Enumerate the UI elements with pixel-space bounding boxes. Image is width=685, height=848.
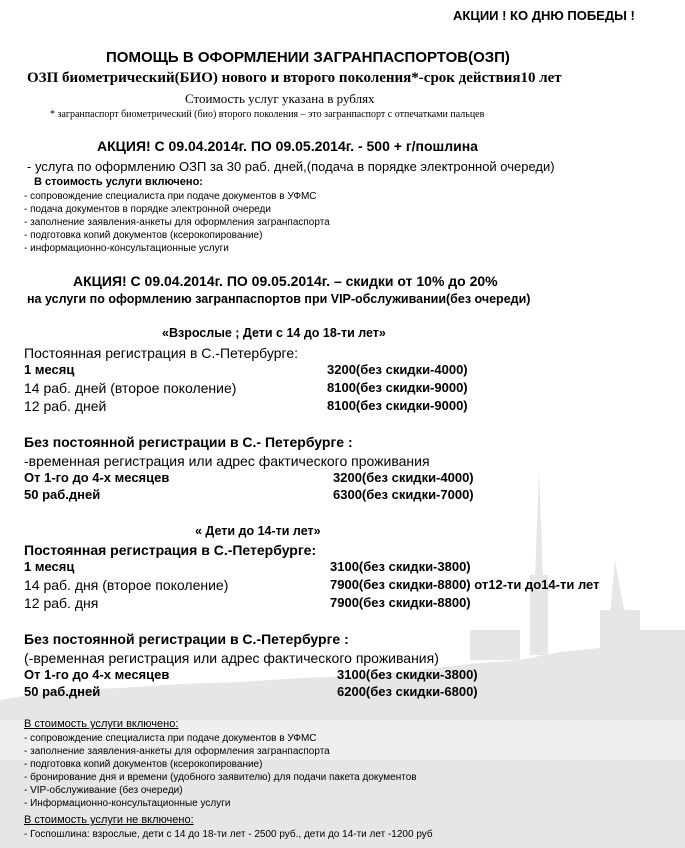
promo1-item: - подготовка копий документов (ксерокопирование) xyxy=(24,230,263,241)
price-row-label: 1 месяц xyxy=(24,559,75,574)
promo2-heading: АКЦИЯ! С 09.04.2014г. ПО 09.05.2014г. – скидки от 10% до 20% xyxy=(73,273,498,289)
price-row-label: 1 месяц xyxy=(24,362,75,377)
promo1-item: - заполнение заявления-анкеты для оформления загранпаспорта xyxy=(24,217,330,228)
price-row xyxy=(24,595,664,613)
footer-included-title: В стоимость услуги включено: xyxy=(24,718,179,730)
footer-included-item: - Информационно-консультационные услуги xyxy=(24,798,231,809)
price-row-label: 12 раб. дня xyxy=(24,595,99,611)
price-row-label: 50 раб.дней xyxy=(24,684,101,699)
price-row-value: 3200(без скидки-4000) xyxy=(327,362,468,377)
footer-excluded-item: - Госпошлина: взрослые, дети с 14 до 18-ти лет - 2500 руб., дети до 14-ти лет -1200 руб xyxy=(24,829,433,840)
adults-heading: «Взрослые ; Дети с 14 до 18-ти лет» xyxy=(162,326,386,340)
promo2-subheading: на услуги по оформлению загранпаспортов при VIP-обслуживании(без очереди) xyxy=(27,292,531,306)
footer-included-item: - подготовка копий документов (ксерокопирование) xyxy=(24,759,263,770)
footer-included-item: - сопровождение специалиста при подаче документов в УФМС xyxy=(24,733,317,744)
promo1-item: - сопровождение специалиста при подаче документов в УФМС xyxy=(24,191,317,202)
adults-reg-title: Постоянная регистрация в С.-Петербурге: xyxy=(24,345,298,361)
currency-note: Стоимость услуг указана в рублях xyxy=(185,91,375,106)
price-row-value: 8100(без скидки-9000) xyxy=(327,398,468,413)
price-row-value: 6300(без скидки-7000) xyxy=(333,487,474,502)
price-row xyxy=(24,559,664,577)
page-title: ПОМОЩЬ В ОФОРМЛЕНИИ ЗАГРАНПАСПОРТОВ(ОЗП) xyxy=(106,49,510,66)
price-row-label: От 1-го до 4-х месяцев xyxy=(24,667,170,682)
footer-included-item: - заполнение заявления-анкеты для оформления загранпаспорта xyxy=(24,746,330,757)
promo1-included-title: В стоимость услуги включено: xyxy=(34,176,203,188)
footer-excluded-title: В стоимость услуги не включено: xyxy=(24,814,194,826)
price-row-value: 7900(без скидки-8800) от12-ти до14-ти лет xyxy=(330,577,600,592)
adults-noreg-note: -временная регистрация или адрес фактического проживания xyxy=(24,453,430,469)
price-row-value: 6200(без скидки-6800) xyxy=(337,684,478,699)
promo-header: АКЦИИ ! КО ДНЮ ПОБЕДЫ ! xyxy=(453,8,635,23)
promo1-item: - подача документов в порядке электронной очереди xyxy=(24,204,271,215)
adults-noreg-title: Без постоянной регистрации в С.- Петербурге : xyxy=(24,434,353,450)
price-row xyxy=(24,362,624,380)
price-row-label: 14 раб. дня (второе поколение) xyxy=(24,577,229,593)
price-row-label: 50 раб.дней xyxy=(24,487,101,502)
price-row xyxy=(24,470,624,488)
price-row-value: 3100(без скидки-3800) xyxy=(337,667,478,682)
footnote: * загранпаспорт биометрический (био) второго поколения – это загранпаспорт с отпечатками пальцев xyxy=(50,109,485,120)
price-row-label: 14 раб. дней (второе поколение) xyxy=(24,380,237,396)
price-row xyxy=(24,398,624,416)
children-heading: « Дети до 14-ти лет» xyxy=(195,524,321,538)
price-row-value: 3100(без скидки-3800) xyxy=(330,559,471,574)
price-row-value: 3200(без скидки-4000) xyxy=(333,470,474,485)
price-row xyxy=(24,684,624,702)
price-row xyxy=(24,487,624,505)
price-row-label: От 1-го до 4-х месяцев xyxy=(24,470,170,485)
subtitle: ОЗП биометрический(БИО) нового и второго поколения*-срок действия10 лет xyxy=(27,70,562,86)
price-row xyxy=(24,380,624,398)
children-noreg-note: (-временная регистрация или адрес фактического проживания) xyxy=(24,650,439,666)
price-row-value: 7900(без скидки-8800) xyxy=(330,595,471,610)
promo1-item: - информационно-консультационные услуги xyxy=(24,243,229,254)
children-noreg-title: Без постоянной регистрации в С.-Петербурге : xyxy=(24,631,349,647)
promo1-heading: АКЦИЯ! С 09.04.2014г. ПО 09.05.2014г. - 500 + г/пошлина xyxy=(97,138,478,154)
footer-included-item: - VIP-обслуживание (без очереди) xyxy=(24,785,183,796)
promo1-description: - услуга по оформлению ОЗП за 30 раб. дней,(подача в порядке электронной очереди) xyxy=(27,159,555,174)
footer-included-item: - бронирование дня и времени (удобного заявителю) для подачи пакета документов xyxy=(24,772,417,783)
price-row-value: 8100(без скидки-9000) xyxy=(327,380,468,395)
price-row xyxy=(24,577,664,595)
children-reg-title: Постоянная регистрация в С.-Петербурге: xyxy=(24,542,317,558)
price-row-label: 12 раб. дней xyxy=(24,398,107,414)
price-row xyxy=(24,667,624,685)
